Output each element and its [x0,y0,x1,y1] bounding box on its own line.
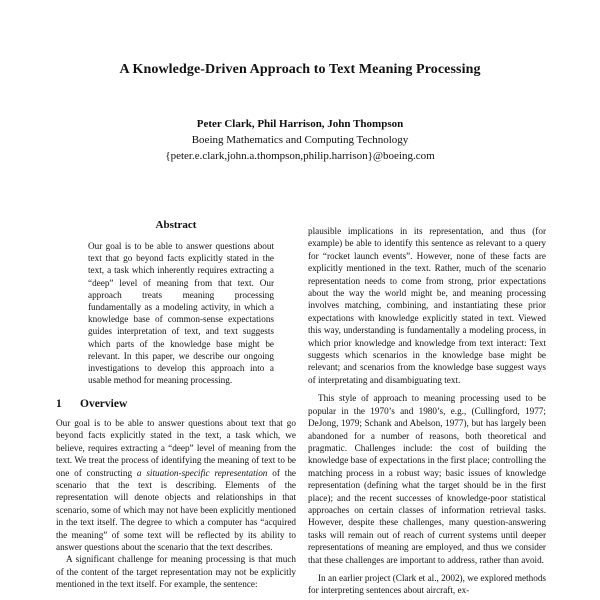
overview-paragraph-2: A significant challenge for meaning processing is that much of the content of the target representation may not be explicitly mentioned in the text itself. For example, the sentence: [56,554,296,590]
abstract-heading: Abstract [155,219,197,231]
overview-body [56,417,296,591]
overview-p1-text-b: of the scenario that the text is describing. Elements of the representation will denote objects and relationships in that scenario, some of which may not have been explicitly mentioned in the text itself. The degree to which a computer has “acquired the meaning” of some text will be reflected by its ability to answer questions about the scenario that the text describes. [56,467,296,553]
right-paragraph-2: This style of approach to meaning processing used to be popular in the 1970’s and 1980’s, e.g., (Cullingford, 1977; DeJong, 1979; Schank and Abelson, 1977), but has largely been abandoned for a number of reasons, both theoretical and pragmatic. Challenges include: the cost of building the knowledge base of expectations in the first place; controlling the matching process in a robust way; basic issues of knowledge representation (defining what the target should be in the first place); and the recent successes of knowledge-poor statistical approaches on certain classes of information retrieval tasks. However, despite these challenges, many question-answering tasks will remain out of reach of current systems until deeper representations of meaning are employed, and thus we consider that these challenges are important to address, rather than avoid. [308,393,546,565]
paper-title: A Knowledge-Driven Approach to Text Meaning Processing [119,62,481,77]
section-title: Overview [80,398,128,410]
abstract-text: Our goal is to be able to answer questions about text that go beyond facts explicitly stated in the text, a task which inherently requires extracting a “deep” level of meaning from that text. Our approach treats meaning processing fundamentally as a modeling activity, in which a knowledge base of common-sense expectations guides interpretation of text, and text suggests which parts of the knowledge base might be relevant. In this paper, we describe our ongoing investigations to develop this approach into a usable method for meaning processing. [88,241,274,386]
right-column [308,225,546,597]
section-heading [56,398,127,410]
affiliation: Boeing Mathematics and Computing Technology [191,134,409,146]
right-paragraph-3: In an earlier project (Clark et al., 2002), we explored methods for interpreting sentences about aircraft, ex- [308,572,546,596]
author-block [0,116,600,164]
overview-p1-emphasis: a situation-specific representation [136,467,268,478]
section-number: 1 [56,398,62,410]
email-line: {peter.e.clark,john.a.thompson,philip.harrison}@boeing.com [165,150,435,162]
overview-p1-text-a: Our goal is to be able to answer questions about text that go beyond facts explicitly stated in the text, a task which, we believe, requires extracting a “deep” level of meaning from the text. We treat the process of identifying the meaning of text to be one of constructing [56,418,296,478]
overview-paragraph-1 [56,417,296,553]
right-paragraph-1: plausible implications in its representation, and thus (for example) be able to identify this sentence as relevant to a query for “rocket launch events”. However, none of these facts are explicitly mentioned in the text. Rather, much of the scenario representation needs to come from strong, prior expectations about the way the world might be, and meaning processing involves matching, combining, and instantiating these prior expectations with knowledge explicitly stated in text. Viewed this way, understanding is fundamentally a modeling process, in which prior knowledge and knowledge from text interact: Text suggests which scenarios in the knowledge base might be relevant; and scenarios from the knowledge base suggest ways of interpretating and disambiguating text. [308,226,546,385]
author-names: Peter Clark, Phil Harrison, John Thompson [196,118,404,130]
